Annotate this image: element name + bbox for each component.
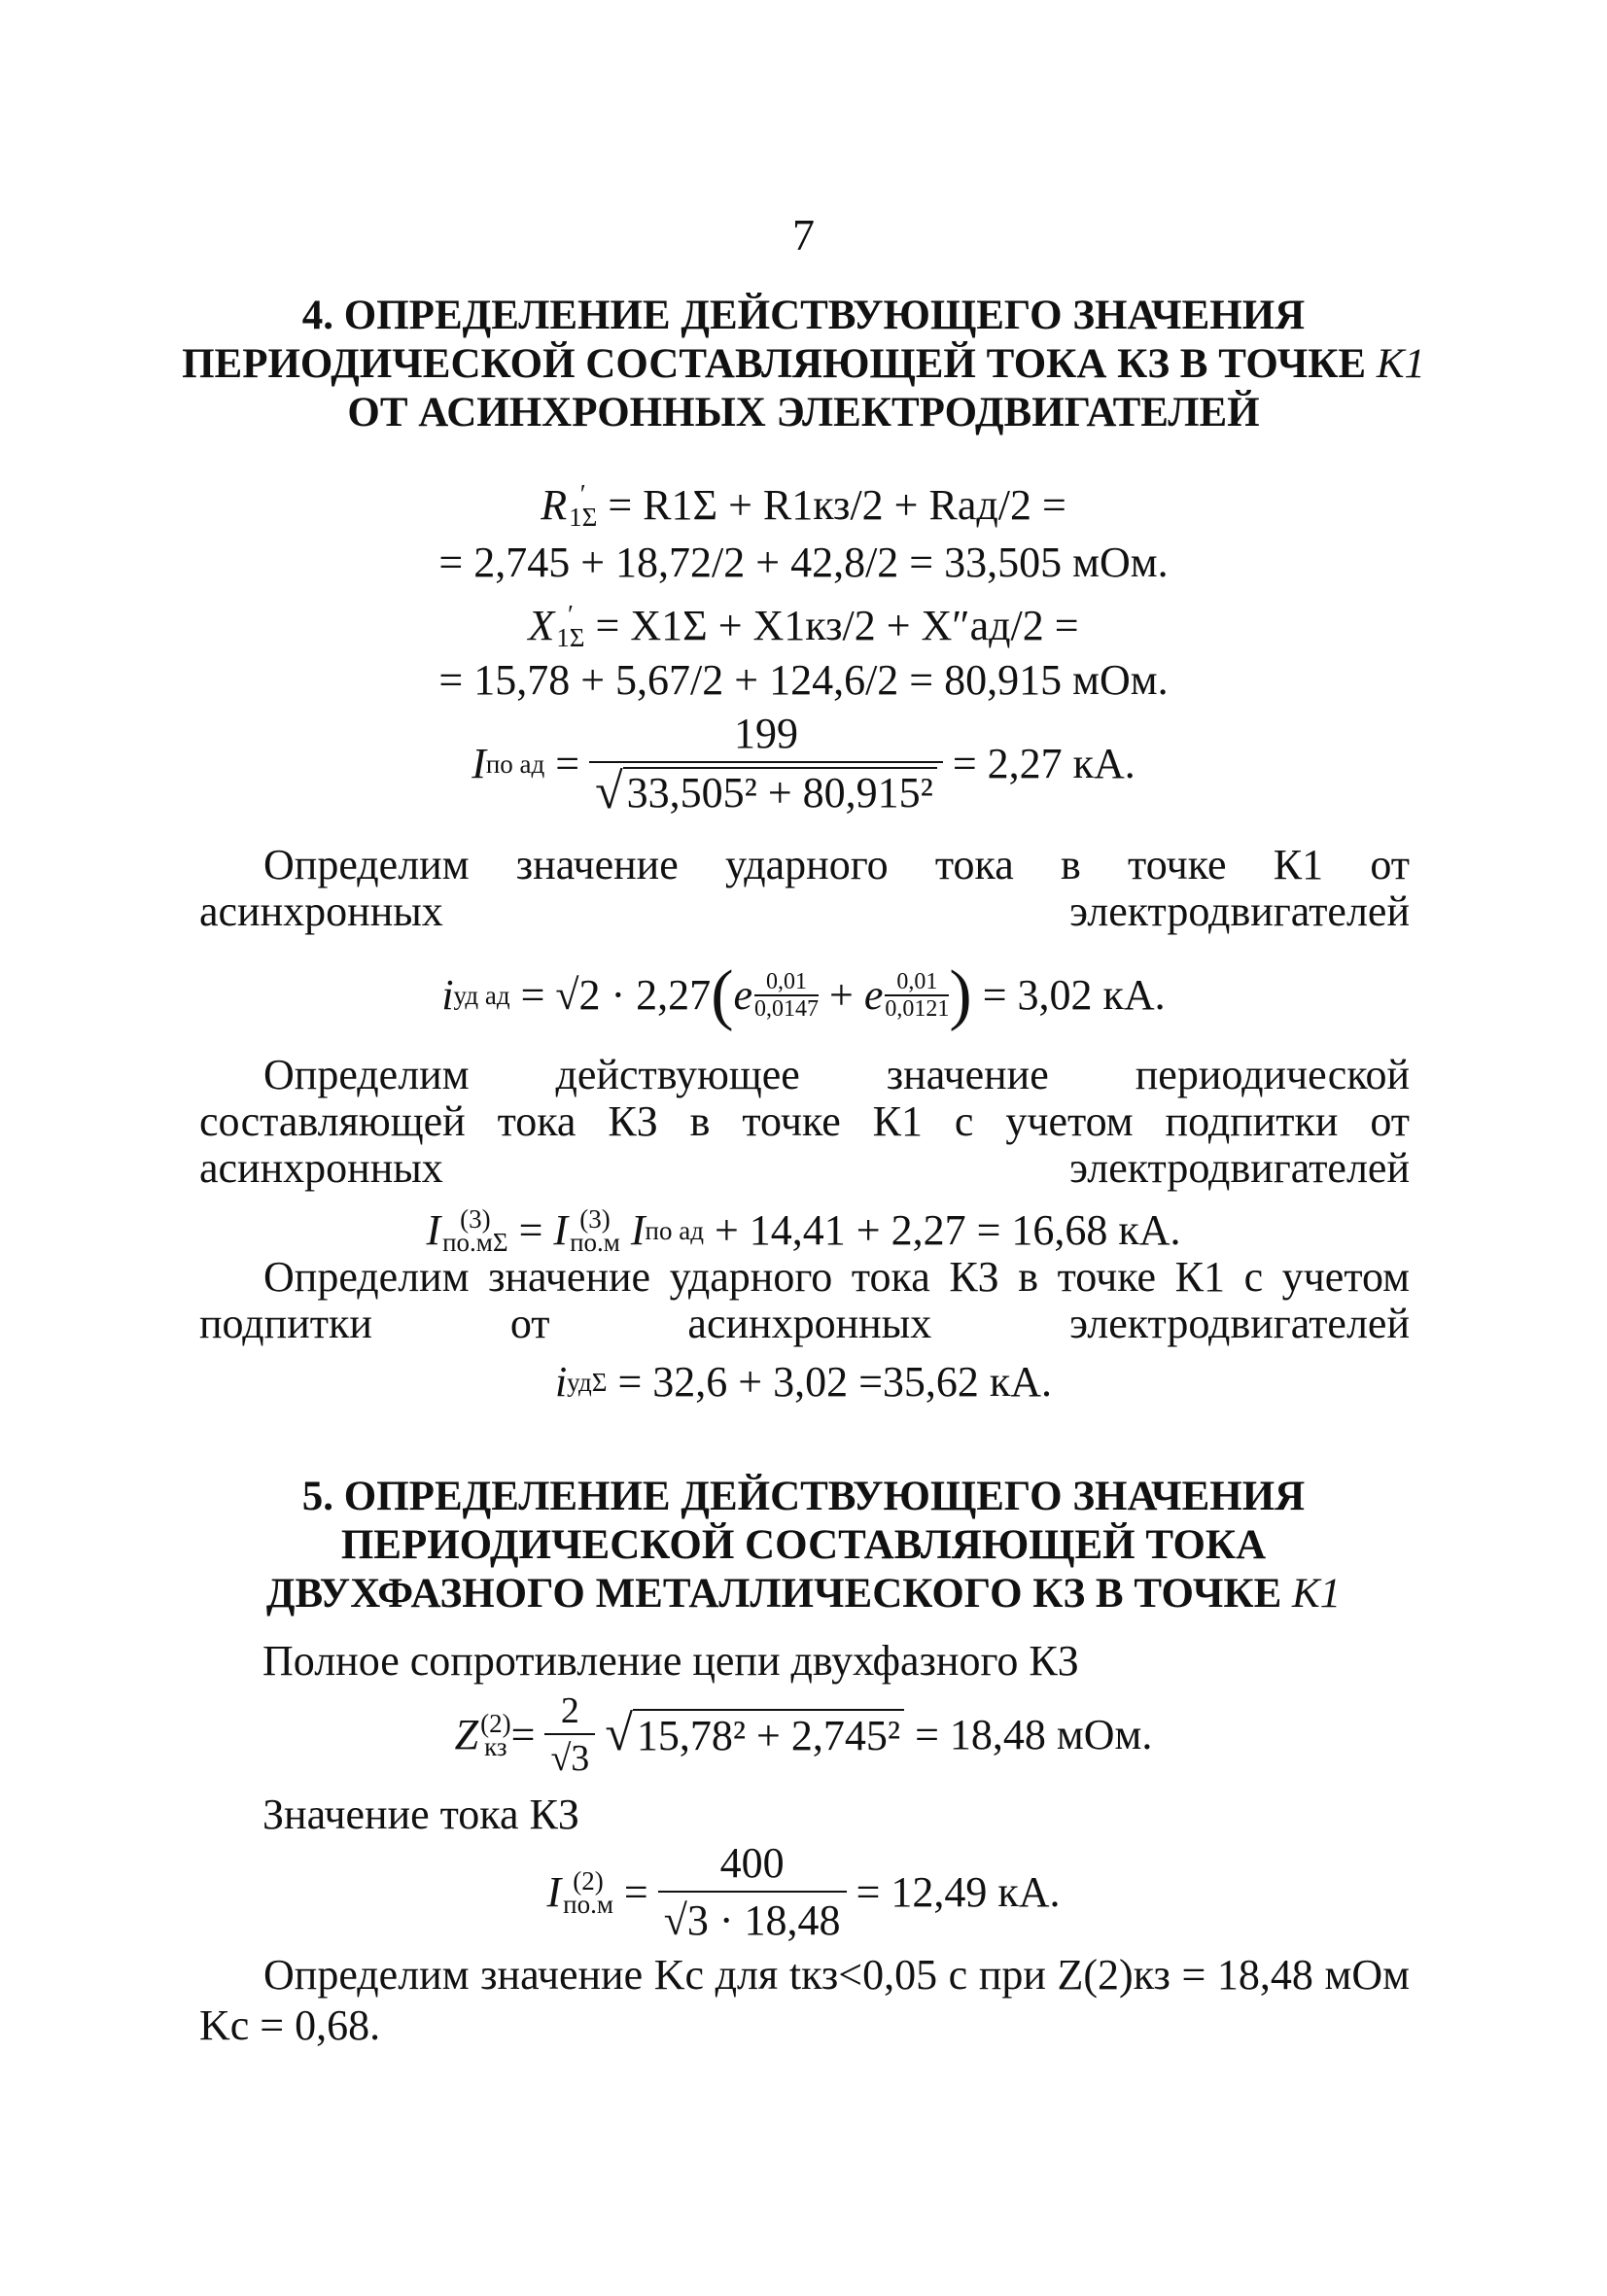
- equation-i2: I (2) по.м = $\frac{400}{√3 \cdot 18,48}$ = 12,49 кА.: [546, 1839, 1061, 1944]
- z-fraction: [544, 1691, 595, 1778]
- page-number: 7: [792, 210, 815, 260]
- i2-denominator: √3 · 18,48: [658, 1891, 847, 1945]
- ipo-result: = 2,27 кА.: [952, 740, 1135, 787]
- iud-exp2-den: 0,0121: [885, 995, 950, 1022]
- kc-value: Kс = 0,68.: [199, 2001, 381, 2049]
- equation-r-definition: R ′ 1Σ = R1Σ + R1кз/2 + Rад/2 =: [541, 478, 1066, 532]
- equation-iud-sum: i удΣ = 32,6 + 3,02 =35,62 кА.: [554, 1357, 1053, 1406]
- section-4-title-line-3: ОТ АСИНХРОННЫХ ЭЛЕКТРОДВИГАТЕЛЕЙ: [347, 390, 1260, 435]
- i2-numerator: 400: [719, 1839, 785, 1887]
- paragraph-impedance: Полное сопротивление цепи двухфазного КЗ: [262, 1637, 1079, 1685]
- section-5-title-line-2: ПЕРИОДИЧЕСКОЙ СОСТАВЛЯЮЩЕЙ ТОКА: [340, 1522, 1267, 1568]
- equation-x-definition: X ′ 1Σ = X1Σ + X1кз/2 + X″ад/2 =: [528, 599, 1079, 652]
- ipo-denominator: 33,505² + 80,915²: [623, 767, 937, 818]
- iud-exp2-num: 0,01: [896, 968, 938, 994]
- section-4-title-line-2: ПЕРИОДИЧЕСКОЙ СОСТАВЛЯЮЩЕЙ ТОКА КЗ В ТОЧКЕ К1: [182, 341, 1425, 387]
- paragraph-kc: Определим значение Kс для tкз<0,05 с при Z(2)кз = 18,48 мОм: [263, 1951, 1410, 1999]
- iud-exp1-num: 0,01: [766, 968, 808, 994]
- section-5-title-line-1: 5. ОПРЕДЕЛЕНИЕ ДЕЙСТВУЮЩЕГО ЗНАЧЕНИЯ: [301, 1474, 1306, 1519]
- z-result: = 18,48 мОм.: [915, 1710, 1153, 1758]
- equation-x-value: = 15,78 + 5,67/2 + 124,6/2 = 80,915 мОм.: [438, 656, 1169, 704]
- z-fraction-num: 2: [560, 1690, 579, 1731]
- section-5-heading: [0, 1473, 1607, 1618]
- z-radicand: 15,78² + 2,745²: [633, 1709, 904, 1761]
- equation-r-definition-rhs: = R1Σ + R1кз/2 + Rад/2 =: [608, 480, 1066, 529]
- iud-result: = 3,02 кА.: [982, 970, 1166, 1019]
- iud-sum-value: = 32,6 + 3,02 =35,62 кА.: [617, 1357, 1053, 1406]
- equation-ipo-sum: I (3) по.мΣ = I (3) по.м I по ад + 14,41 + 2,27 = 16,68 кА.: [426, 1203, 1181, 1257]
- paragraph-impact-current: Определим значение ударного тока в точке К1 от асинхронных электродвигателей: [199, 841, 1410, 935]
- i2-result: = 12,49 кА.: [856, 1867, 1061, 1916]
- point-label: К1: [1376, 341, 1425, 387]
- paragraph-current: Значение тока КЗ: [262, 1791, 579, 1838]
- equation-iud-ad: i уд ад = √2 · 2,27 ( e $\frac{0,01}{0,0147}$ + e $\frac{0,01}{0,0121}$ ) = 3,02 кА.: [441, 957, 1166, 1032]
- paragraph-impact-total: Определим значение ударного тока КЗ в точке К1 с учетом подпитки от асинхронных электродвигателей: [199, 1253, 1410, 1347]
- equation-r-value: = 2,745 + 18,72/2 + 42,8/2 = 33,505 мОм.: [438, 539, 1169, 586]
- point-label: К1: [1292, 1571, 1342, 1617]
- equation-z2: Z (2) кз = $\frac{2}{√3}$ √ 15,78² + 2,745² = 18,48 мОм.: [454, 1690, 1153, 1779]
- equation-x-definition-rhs: = X1Σ + X1кз/2 + X″ад/2 =: [595, 601, 1079, 649]
- section-4-heading: [0, 292, 1607, 437]
- section-5-title-line-3: ДВУХФАЗНОГО МЕТАЛЛИЧЕСКОГО КЗ В ТОЧКЕ К1: [265, 1571, 1342, 1617]
- ipo-fraction: 199 √ 33,505² + 80,915²: [589, 710, 943, 818]
- iud-exp1-den: 0,0147: [754, 995, 820, 1022]
- i2-fraction: [658, 1839, 847, 1945]
- section-4-title-line-1: 4. ОПРЕДЕЛЕНИЕ ДЕЙСТВУЮЩЕГО ЗНАЧЕНИЯ: [301, 293, 1306, 338]
- iud-prefix: = √2 · 2,27: [520, 970, 712, 1019]
- ipo-numerator: 199: [733, 710, 798, 757]
- ipo-sum-rhs: + 14,41 + 2,27 = 16,68 кА.: [714, 1205, 1181, 1254]
- equation-ipo-ad: I по ад = 199 √ 33,505² + 80,915² = 2,27 кА.: [472, 710, 1135, 819]
- paragraph-effective-value: Определим действующее значение периодической составляющей тока КЗ в точке К1 с учетом подпитки от асинхронных электродвигателей: [199, 1051, 1410, 1192]
- z-fraction-den: √3: [544, 1733, 595, 1778]
